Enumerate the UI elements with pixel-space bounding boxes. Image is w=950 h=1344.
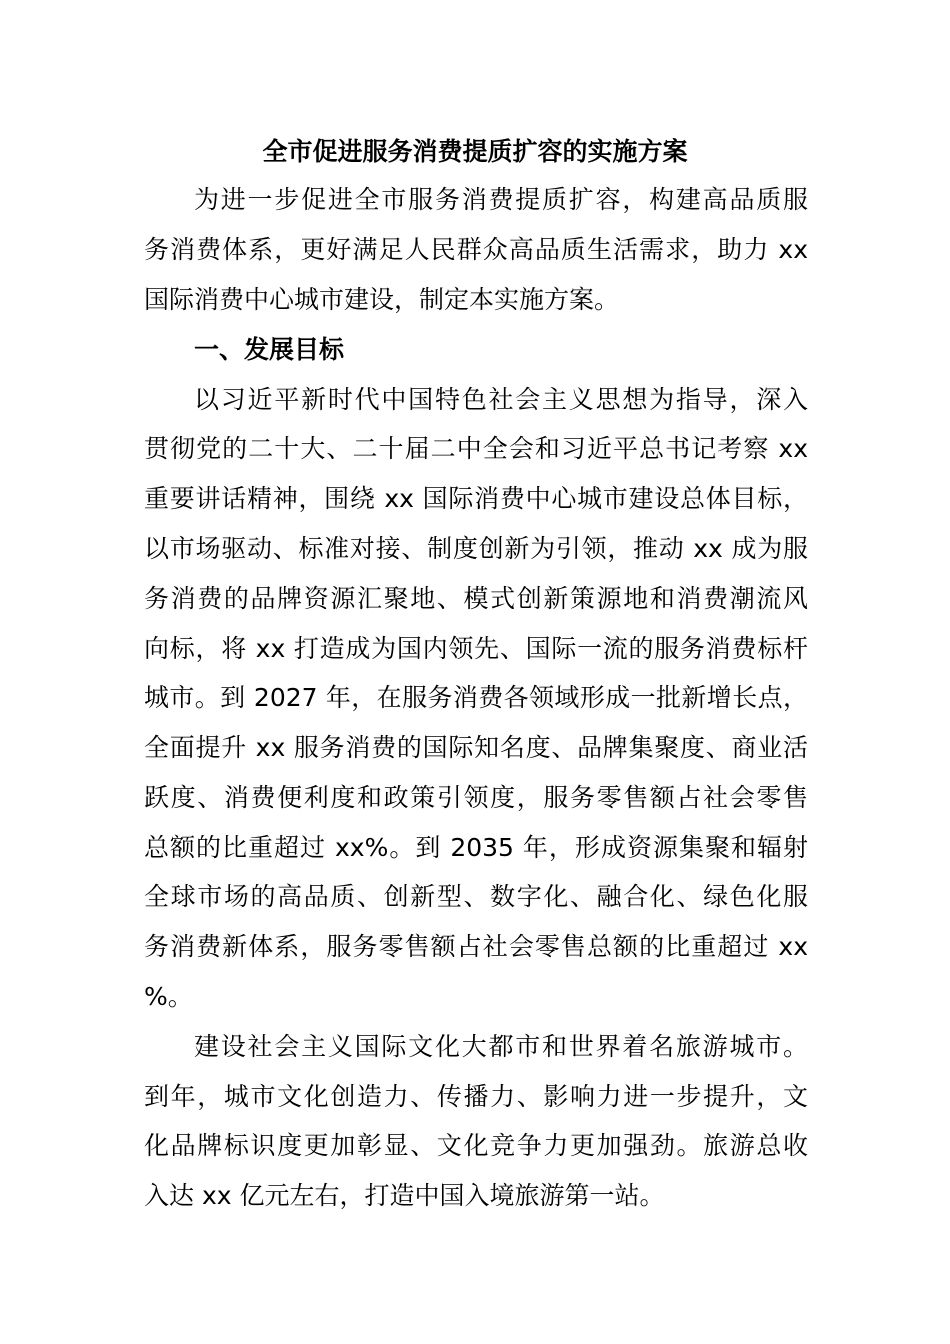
section1-line-13: %。 bbox=[144, 982, 193, 1011]
section1-line-11: 全球市场的高品质、创新型、数字化、融合化、绿色化服 bbox=[144, 882, 808, 911]
para2-line-1: 建设社会主义国际文化大都市和世界着名旅游城市。 bbox=[194, 1032, 808, 1061]
section1-line-5: 务消费的品牌资源汇聚地、模式创新策源地和消费潮流风 bbox=[144, 584, 808, 613]
section1-line-6: 向标，将 xx 打造成为国内领先、国际一流的服务消费标杆 bbox=[144, 634, 808, 663]
intro-line-1: 为进一步促进全市服务消费提质扩容，构建高品质服 bbox=[194, 185, 808, 214]
intro-line-2: 务消费体系，更好满足人民群众高品质生活需求，助力 xx bbox=[144, 235, 808, 264]
section1-line-8: 全面提升 xx 服务消费的国际知名度、品牌集聚度、商业活 bbox=[144, 733, 808, 762]
para2-line-2: 到年，城市文化创造力、传播力、影响力进一步提升，文 bbox=[144, 1082, 808, 1111]
section-heading: 一、发展目标 bbox=[194, 335, 345, 364]
para2-line-3: 化品牌标识度更加彰显、文化竞争力更加强劲。旅游总收 bbox=[144, 1131, 808, 1160]
section1-line-7: 城市。到 2027 年，在服务消费各领域形成一批新增长点， bbox=[144, 683, 808, 712]
document-title: 全市促进服务消费提质扩容的实施方案 bbox=[262, 137, 688, 166]
section1-line-2: 贯彻党的二十大、二十届二中全会和习近平总书记考察 xx bbox=[144, 434, 808, 463]
para2-line-4: 入达 xx 亿元左右，打造中国入境旅游第一站。 bbox=[144, 1181, 665, 1210]
section1-line-4: 以市场驱动、标准对接、制度创新为引领，推动 xx 成为服 bbox=[144, 534, 808, 563]
section1-line-9: 跃度、消费便利度和政策引领度，服务零售额占社会零售 bbox=[144, 783, 808, 812]
section1-line-3: 重要讲话精神，围绕 xx 国际消费中心城市建设总体目标， bbox=[144, 484, 808, 513]
section1-line-12: 务消费新体系，服务零售额占社会零售总额的比重超过 xx bbox=[144, 932, 808, 961]
section1-line-1: 以习近平新时代中国特色社会主义思想为指导，深入 bbox=[194, 385, 808, 414]
section1-line-10: 总额的比重超过 xx%。到 2035 年，形成资源集聚和辐射 bbox=[144, 833, 808, 862]
intro-line-3: 国际消费中心城市建设，制定本实施方案。 bbox=[144, 285, 620, 314]
